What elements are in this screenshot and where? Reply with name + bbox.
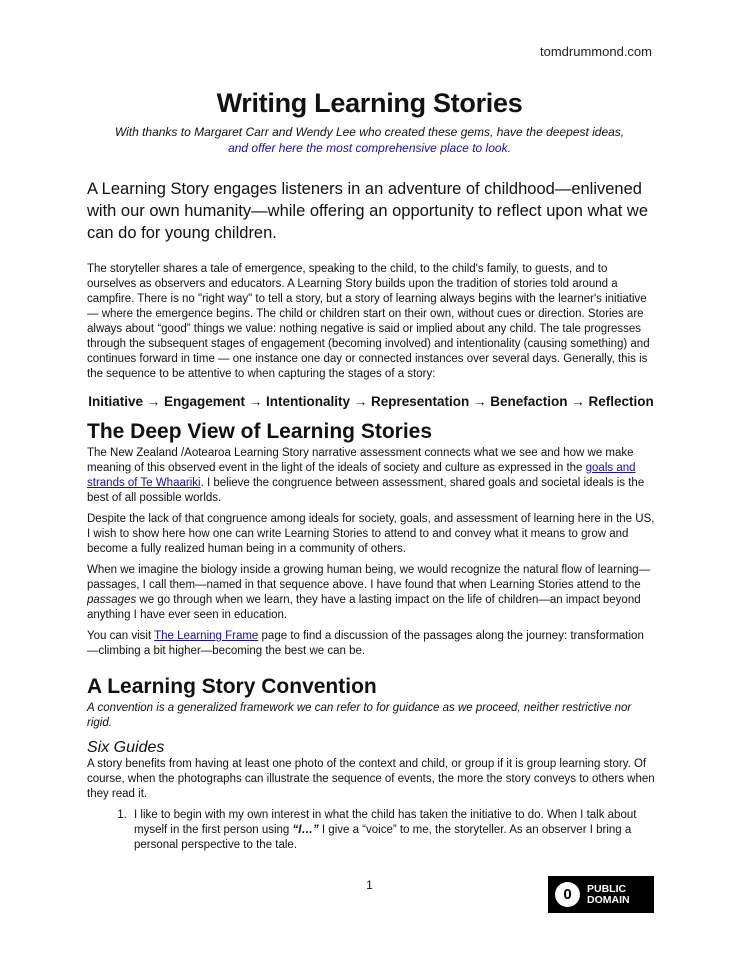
guide-item-1: 1. I like to begin with my own interest in what the child has taken the initiative to do. When I talk about myself in the first person using “I…” I give a “voice” to me, the storyteller. As an observer I bring a personal perspective to the tale. — [130, 808, 655, 853]
page-number: 1 — [366, 878, 373, 892]
storyteller-paragraph: The storyteller shares a tale of emergence, speaking to the child, to the child's family, to guests, and to ourselves as observers and educators. A Learning Story builds upon the tradition of stories told around a campfire. There is no "right way" to tell a story, but a story of learning always begins with the learner's initiative — where the emergence begins. The child or children start on their own, without cues or direction. Stories are always about “good” things we value: nothing negative is said or implied about any child. The tale progresses through the subsequent stages of engagement (becoming involved) and intentionality (causing something) and continues forward in time — one instance one day or connected instances over several days. Generally, this is the sequence to be attentive to when capturing the stages of a story: — [87, 263, 650, 380]
deep-view-paragraph-4: You can visit The Learning Frame page to find a discussion of the passages along the journey: transformation—climbing a bit higher—becoming the best we can be. — [87, 630, 644, 657]
deep-view-heading: The Deep View of Learning Stories — [87, 420, 433, 443]
six-guides-intro: A story benefits from having at least one photo of the context and child, or group if it is group learning story. Of course, when the photographs can illustrate the sequence of events, the more the story conveys to others when they read it. — [87, 758, 655, 800]
deep-view-paragraph-3: When we imagine the biology inside a growing human being, we would recognize the natural flow of learning—passages, I call them—named in that sequence above. I have found that when Learning Stories attend to the passages we go through when we learn, they have a lasting impact on the life of children—an impact beyond anything I have ever seen in education. — [87, 564, 651, 621]
acknowledgement — [0, 124, 739, 156]
learning-frame-link[interactable]: The Learning Frame — [154, 630, 259, 642]
intro-statement: A Learning Story engages listeners in an adventure of childhood—enlivened with our own humanity—while offering an opportunity to reflect upon what we can do for young children. — [87, 180, 649, 242]
guides-list — [87, 808, 655, 853]
six-guides-heading: Six Guides — [87, 739, 165, 756]
stage-sequence: Initiative → Engagement → Intentionality → Representation → Benefaction → Reflection — [88, 394, 654, 409]
acknowledgement-text: With thanks to Margaret Carr and Wendy Lee who created these gems, have the deepest ideas, — [114, 125, 625, 139]
public-domain-badge — [548, 876, 654, 913]
site-url: tomdrummond.com — [540, 44, 652, 59]
main-content — [87, 178, 655, 853]
convention-heading: A Learning Story Convention — [87, 675, 377, 698]
convention-subtitle: A convention is a generalized framework we can refer to for guidance as we proceed, neither restrictive nor rigid. — [87, 702, 632, 729]
te-whaariki-link[interactable]: goals and strands of Te Whaariki — [87, 462, 636, 489]
public-domain-icon: 0 — [555, 882, 580, 907]
comprehensive-source-link[interactable]: and offer here the most comprehensive place to look. — [228, 141, 511, 155]
page-title: Writing Learning Stories — [216, 88, 523, 118]
deep-view-paragraph-1: The New Zealand /Aotearoa Learning Story narrative assessment connects what we see and how we make meaning of this observed event in the light of the ideals of society and culture as expressed in the goals and strands of Te Whaariki. I believe the congruence between assessment, shared goals and societal ideals is the best of all possible worlds. — [87, 447, 645, 504]
deep-view-paragraph-2: Despite the lack of that congruence among ideals for society, goals, and assessment of learning here in the US, I wish to show here how one can write Learning Stories to attend to and convey what it means to grow and become a fully realized human being in a community of others. — [87, 513, 655, 555]
public-domain-label: PUBLIC DOMAIN — [587, 882, 630, 906]
